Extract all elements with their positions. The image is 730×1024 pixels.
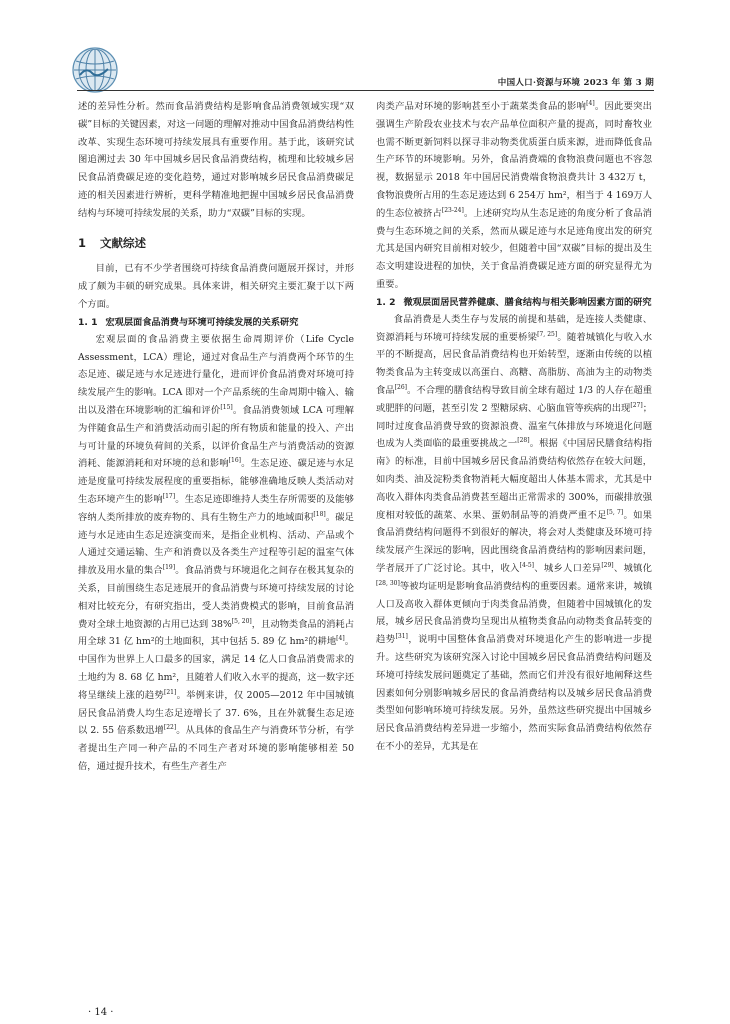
text-run: 。根据《中国居民膳食结构指南》的标准，目前中国城乡居民食品消费结构依然存在较大问题，如肉类、油及淀粉类食物消耗大幅度超出人体基本需求，尤其是中高收入群体肉类食品消费甚至超出正常需求的 300%，而碳排放强度相对较低的蔬菜、水果、蛋奶制品等的消费严重不足 (376, 438, 652, 521)
subsection-heading-1 (78, 314, 354, 331)
text-run: ，说明中国整体食品消费对环境退化产生的影响进一步提升。这些研究为该研究深入讨论中国城乡居民食品消费结构问题及环境可持续发展问题奠定了基础，然而它们并没有很好地阐释这些因素如何分别影响城乡居民的食品消费结构以及城乡居民食品消费类型如何影响环境可持续发展。另外，虽然这些研究提出中国城乡居民食品消费结构差异进一步缩小，然而实际食品消费结构依然存在不小的差异，尤其是在 (376, 634, 652, 752)
text-run: 宏观层面的食品消费主要依据生命周期评价（Life Cycle Assessment，LCA）理论，通过对食品生产与消费两个环节的生态足迹、碳足迹与水足迹进行量化，进而评价食品消费对环境可持续发展产生的影响。LCA 即对一个产品系统的生命周期中输入、输出以及潜在环境影响的汇编和评价 (78, 333, 354, 416)
section-intro-paragraph: 目前，已有不少学者围绕可持续食品消费问题展开探讨，并形成了颇为丰硕的研究成果。具体来讲，相关研究主要汇聚于以下两个方面。 (78, 263, 354, 310)
subsection-heading-2 (376, 294, 652, 311)
citation: [4] (586, 99, 595, 107)
right-column (376, 98, 652, 756)
subsection-number: 1. 1 (78, 316, 98, 328)
text-run: 。不合理的膳食结构导致目前全球有超过 1/3 的人存在超重或肥胖的问题，甚至引发 2 型糖尿病、心脑血管等疾病的出现 (376, 384, 652, 414)
subsection-title: 微观层面居民营养健康、膳食结构与相关影响因素方面的研究 (403, 296, 652, 308)
text-run: 。随着城镇化与收入水平的不断提高，居民食品消费结构也开始转型，逐渐由传统的以植物类食品为主转变成以高蛋白、高糖、高脂肪、高油为主的动物类食品 (376, 331, 652, 396)
subsection-2-paragraph (376, 311, 652, 756)
page-number: · 14 · (88, 1007, 114, 1018)
text-run: 、城乡人口差异 (534, 562, 602, 574)
text-run: 。如果食品消费结构问题得不到很好的解决，将会对人类健康及环境可持续发展产生深远的影响，因此围绕食品消费结构的影响因素问题，学者展开了广泛讨论。其中，收入 (376, 509, 652, 574)
citation: [28] (517, 437, 530, 445)
citation: [21] (163, 688, 177, 696)
citation: [23-24] (441, 206, 464, 214)
citation: [5, 20] (231, 617, 252, 625)
text-run: 肉类产品对环境的影响甚至小于蔬菜类食品的影响 (376, 101, 587, 112)
citation: [27] (630, 401, 643, 409)
citation: [26] (394, 383, 407, 391)
text-run: 。从具体的食品生产与消费环节分析，有学者提出生产同一种产品的不同生产者对环境的影响能够相差 50 倍，通过提升技术，有些生产者生产 (78, 725, 354, 772)
text-run: 。上述研究均从生态足迹的角度分析了食品消费与生态环境之间的关系，然而从碳足迹与水足迹角度出发的研究尤其是国内研究目前相对较少，但随着中国“双碳”目标的提出及生态文明建设进程的加快，关于食品消费碳足迹方面的研究显得尤为重要。 (376, 207, 652, 290)
citation: [15] (220, 403, 233, 411)
citation: [18] (313, 510, 326, 518)
text-run: ；同时过度食品消费导致的资源浪费、温室气体排放与环境退化问题也成为人类面临的最重要挑战之一 (376, 402, 652, 450)
citation: [4] (336, 635, 345, 643)
citation: [4-5] (519, 561, 534, 569)
section-title: 文献综述 (100, 235, 147, 250)
citation: [31] (395, 633, 408, 641)
text-run: 。举例来讲，仅 2005—2012 年中国城镇居民食品消费人均生态足迹增长了 37. 6%，且在外就餐生态足迹以 2. 55 倍系数迅增 (78, 689, 354, 737)
continuation-paragraph (376, 98, 652, 294)
section-number: 1 (78, 235, 87, 250)
text-run: 等被均证明是影响食品消费结构的重要因素。通常来讲，城镇人口及高收入群体更倾向于肉类食品消费，但随着中国城镇化的发展，城乡居民食品消费均呈现出从植物类食品向动物类食品转变的趋势 (376, 580, 652, 646)
text-run: 。生态足迹即维持人类生存所需要的及能够容纳人类所排放的废弃物的、具有生物生产力的地域面积 (78, 493, 354, 523)
text-run: 。生态足迹、碳足迹与水足迹是度量可持续发展程度的重要指标，能够准确地反映人类活动对生态环境产生的影响 (78, 458, 354, 505)
citation: [29] (601, 561, 614, 569)
citation: [19] (162, 564, 176, 572)
citation: [5, 7] (606, 508, 624, 516)
citation: [22] (163, 724, 177, 732)
journal-header: 中国人口·资源与环境 2023 年 第 3 期 (497, 78, 654, 88)
citation: [7, 25] (537, 330, 558, 338)
section-heading (78, 235, 354, 253)
citation: [28, 30] (376, 579, 400, 587)
subsection-number: 1. 2 (376, 296, 396, 308)
text-run: 。中国作为世界上人口最多的国家，满足 14 亿人口食品消费需求的土地约为 8. 68 亿 hm²，且随着人们收入水平的提高，这一数字还将呈继续上涨的趋势 (78, 636, 354, 701)
citation: [16] (228, 457, 241, 465)
text-run: 、城镇化 (613, 562, 652, 574)
text-run: 。食品消费领域 LCA 可理解为伴随食品生产和消费活动而引起的所有物质和能量的投入、产出与可计量的环境负荷间的关系，以评价食品生产与消费活动的资源消耗、能源消耗和对环境的总和影响 (78, 404, 354, 470)
text-run: 食品消费是人类生存与发展的前提和基础，是连接人类健康、资源消耗与环境可持续发展的重要桥梁 (376, 313, 652, 343)
citation: [17] (162, 492, 176, 500)
journal-logo (72, 47, 118, 93)
subsection-1-paragraph (78, 331, 354, 776)
text-run: 。食品消费与环境退化之间存在极其复杂的关系，目前围绕生态足迹展开的食品消费与环境可持续发展的讨论相对比较充分，有研究指出，受人类消费模式的影响，目前食品消费对全球土地资源的占用已达到 38% (78, 565, 354, 630)
intro-paragraph: 述的差异性分析。然而食品消费结构是影响食品消费领域实现“双碳”目标的关键因素，对这一问题的理解对推动中国食品消费结构性改革、实现生态环境可持续发展具有重要作用。基于此，该研究试图追溯过去 30 年中国城乡居民食品消费结构，梳理和比较城乡居民食品消费碳足迹的变化趋势，通过对影响城乡居民食品消费碳足迹的相关因素进行辨析，更科学精准地把握中国城乡居民食品消费结构与环境可持续发展的关系，助力“双碳”目标的实现。 (78, 101, 354, 219)
subsection-title: 宏观层面食品消费与环境可持续发展的关系研究 (105, 316, 299, 328)
left-column (78, 98, 354, 776)
text-run: 。因此要突出强调生产阶段农业技术与农产品单位面积产量的提高，同时畜牧业也需不断更新饲料以探寻非动物类优质蛋白质来源，进而降低食品生产环节的环境影响。另外，食品消费端的食物浪费问题也不容忽视，数据显示 2018 年中国居民消费端食物浪费共计 3 432万 t，食物浪费所占用的生态足迹达到 6 254万 hm²，相当于 4 169万人的生态位被挤占 (376, 101, 652, 219)
text-run: ，且动物类食品的消耗占用全球 31 亿 hm²的土地面积，其中包括 5. 89 亿 hm²的耕地 (78, 618, 355, 648)
text-run: 。碳足迹与水足迹由生态足迹演变而来，是指企业机构、活动、产品或个人通过交通运输、生产和消费以及各类生产过程等引起的温室气体排放及用水量的集合 (78, 511, 354, 577)
header-divider (77, 90, 654, 91)
